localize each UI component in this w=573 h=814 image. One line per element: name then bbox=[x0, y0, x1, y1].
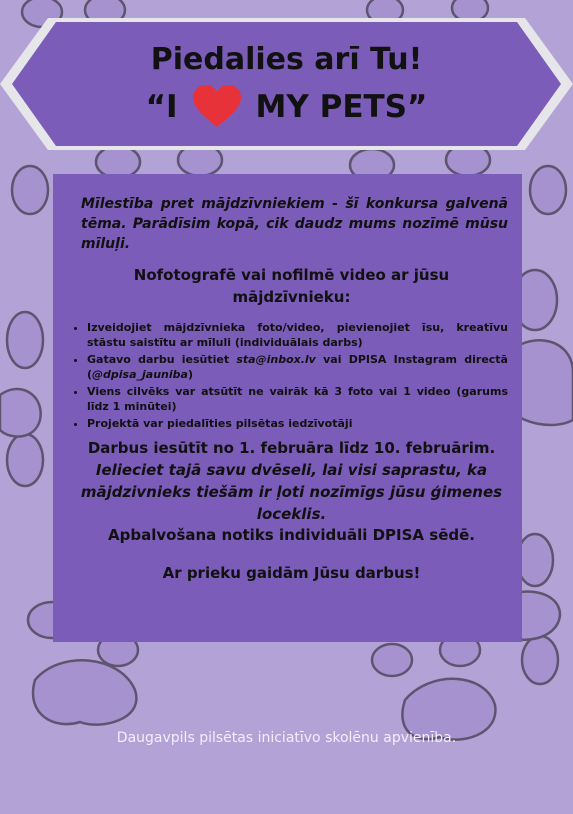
rule-item: • Viens cilvēks var atsūtīt ne vairāk kā 3 foto vai 1 video (garums līdz 1 minūtei) bbox=[87, 384, 508, 414]
title-line-1: Piedalies arī Tu! bbox=[150, 42, 423, 77]
rule-item: • Projektā var piedalīties pilsētas iedzīvotāji bbox=[87, 416, 508, 431]
subhead-text: Nofotografē vai nofilmē video ar jūsu mājdzīvnieku: bbox=[133, 266, 450, 306]
encouragement-text: Ielieciet tajā savu dvēseli, lai visi saprastu, ka mājdzivnieks tiešām ir ļoti nozīmīgs jūsu ģimenes loceklis. bbox=[80, 461, 503, 523]
info-card bbox=[53, 174, 522, 642]
rule-item bbox=[87, 352, 508, 382]
instagram-handle: @dpisa_jauniba bbox=[92, 368, 188, 381]
rule-text: ) bbox=[187, 368, 193, 381]
closing-text: Ar prieku gaidām Jūsu darbus! bbox=[162, 564, 421, 582]
title-line-2 bbox=[146, 85, 428, 129]
rule-text: vai DPISA Instagram directā ( bbox=[87, 353, 508, 381]
rule-item: • Izveidojiet mājdzīvnieka foto/video, pievienojiet īsu, kreatīvu stāstu saistītu ar mīluli (individuālais darbs) bbox=[87, 320, 508, 350]
rules-list bbox=[75, 320, 508, 431]
intro-text: Mīlestība pret mājdzīvniekiem - šī konkursa galvenā tēma. Parādīsim kopā, cik daudz mums nozīmē mūsu mīluļi. bbox=[81, 196, 508, 252]
award-text: Apbalvošana notiks individuāli DPISA sēdē. bbox=[108, 526, 475, 544]
title-my-pets: MY PETS” bbox=[255, 89, 428, 125]
organization-footer: Daugavpils pilsētas iniciatīvo skolēnu apvienība. bbox=[116, 730, 457, 746]
heart-icon bbox=[192, 85, 242, 129]
submission-dates: Darbus iesūtīt no 1. februāra līdz 10. februārim. bbox=[87, 439, 496, 457]
rule-text: Gatavo darbu iesūtiet bbox=[87, 353, 237, 366]
email-text: sta@inbox.lv bbox=[236, 353, 316, 366]
banner-heading bbox=[0, 18, 573, 150]
title-quote-left: “I bbox=[145, 89, 178, 125]
